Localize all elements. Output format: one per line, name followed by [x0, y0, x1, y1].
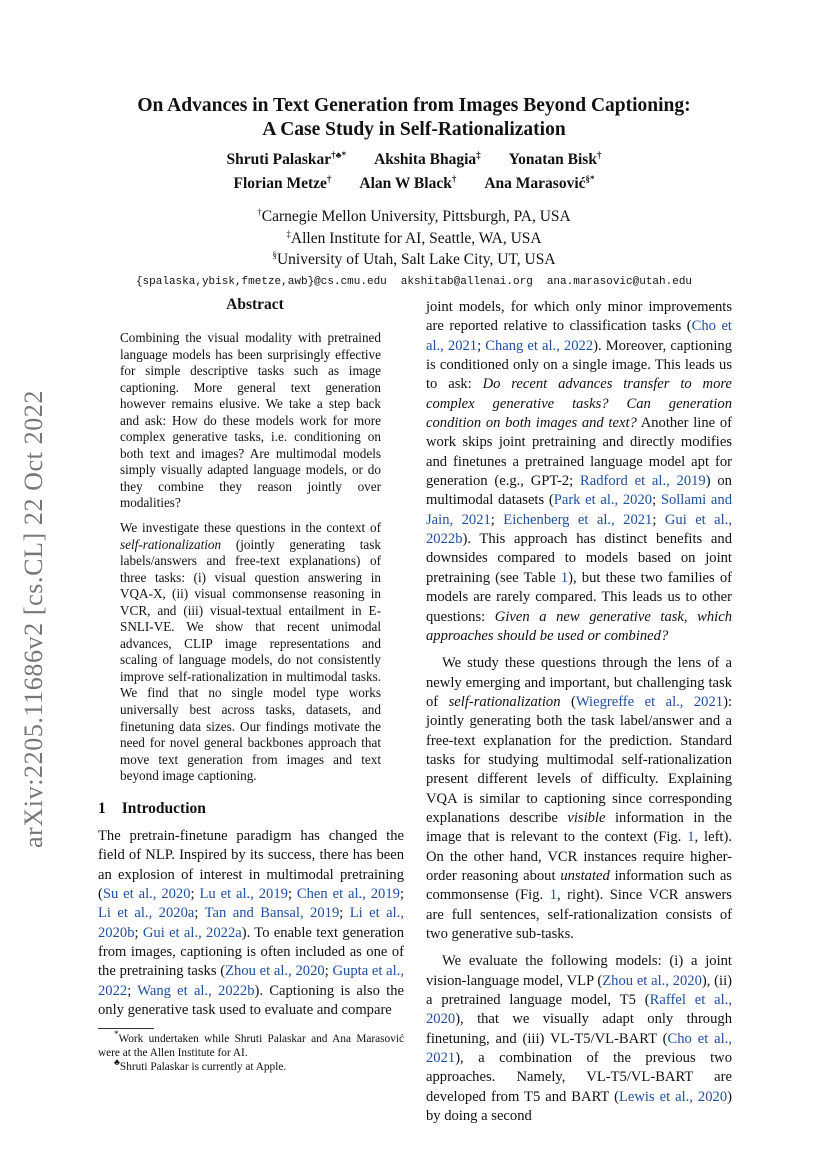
body-text: ; — [190, 886, 200, 903]
section-title: Introduction — [121, 800, 206, 817]
body-text: ; — [339, 905, 350, 922]
author-name: Akshita Bhagia‡ — [374, 149, 481, 168]
body-text: ), a combination of the previous two approaches. Namely, VL-T5/VL-BART are developed from T5 and BART ( — [426, 1050, 732, 1105]
emphasis-text: Given a new generative task, which approaches should be used or combined? — [426, 608, 732, 644]
footnote-2-mark: ♣ — [114, 1057, 120, 1068]
author-list — [0, 148, 828, 196]
citation-link[interactable]: Tan and Bansal, 2019 — [204, 905, 340, 922]
author-name: Alan W Black† — [359, 173, 457, 192]
arxiv-stamp: arXiv:2205.11686v2 [cs.CL] 22 Oct 2022 — [19, 390, 48, 848]
affiliation-line — [0, 206, 828, 228]
affiliation-mark: † — [257, 206, 262, 217]
citation-link[interactable]: 1 — [687, 829, 695, 846]
body-text: information in the image that is relevant to the context (Fig. — [426, 809, 732, 846]
email-address: ana.marasovic@utah.edu — [546, 276, 693, 288]
body-text: ; — [134, 924, 143, 941]
email-address: {spalaska,ybisk,fmetze,awb}@cs.cmu.edu — [135, 276, 387, 288]
affiliations — [0, 206, 828, 271]
citation-link[interactable]: Wiegreffe et al., 2021 — [575, 693, 724, 710]
body-text: ) on multimodal datasets ( — [426, 473, 732, 509]
body-text: ; — [490, 511, 504, 528]
section-number: 1 — [98, 800, 106, 817]
paper-title — [0, 94, 828, 142]
body-text: ; — [652, 492, 661, 509]
author-mark: † — [326, 173, 332, 184]
author-mark: †♣* — [331, 149, 347, 160]
section-heading-introduction — [98, 800, 206, 818]
citation-link[interactable]: 1 — [560, 569, 569, 586]
body-text: ). Moreover, captioning is conditioned only on a single image. This leads us to ask: — [426, 337, 732, 393]
citation-link[interactable]: Chen et al., 2019 — [296, 886, 400, 903]
body-text: ; — [127, 982, 138, 999]
citation-link[interactable]: Zhou et al., 2020 — [225, 963, 325, 980]
citation-link[interactable]: Park et al., 2020 — [553, 492, 653, 509]
author-mark: ‡ — [476, 149, 481, 160]
affiliation-line — [0, 228, 828, 250]
abstract-emphasis: self-rationalization — [120, 536, 222, 552]
citation-link[interactable]: Cho et al., 2021 — [426, 318, 732, 354]
citation-link[interactable]: Gui et al., 2022a — [142, 924, 242, 941]
body-text: ; — [652, 511, 665, 528]
citation-link[interactable]: Li et al., 2020b — [98, 905, 404, 941]
intro-paragraph-2 — [426, 298, 732, 646]
citation-link[interactable]: Li et al., 2020a — [98, 905, 195, 922]
author-row-2 — [0, 172, 828, 196]
author-mark: §* — [585, 173, 595, 184]
affiliation-mark: § — [272, 249, 277, 260]
abstract-heading: Abstract — [226, 296, 284, 313]
footnote-2 — [98, 1057, 404, 1074]
author-name: Florian Metze† — [233, 173, 332, 192]
body-text: ; — [477, 337, 486, 354]
emphasis-text: unstated — [560, 867, 610, 884]
intro-paragraph-1 — [98, 827, 404, 1020]
citation-link[interactable]: Zhou et al., 2020 — [602, 972, 702, 989]
citation-link[interactable]: 1 — [549, 887, 557, 904]
body-text: Another line of work skips joint pretraining and directly modifies and finetunes a pretrained language model apt for generation (e.g., GPT-2; — [426, 415, 732, 490]
body-text: , right). Since VCR answers are full sentences, self-rationalization consists of two generative sub-tasks. — [426, 887, 732, 942]
emphasis-text: self-rationalization — [448, 693, 561, 710]
body-text: ; — [287, 886, 297, 903]
footnote-2-text: Shruti Palaskar is currently at Apple. — [119, 1061, 287, 1073]
body-text: We study these questions through the lens of a newly emerging and important, but challenging task of — [426, 655, 732, 710]
emphasis-text: visible — [567, 809, 606, 826]
citation-link[interactable]: Lu et al., 2019 — [199, 886, 288, 903]
body-text: ). To enable text generation from images, captioning is often included as one of the pretraining tasks ( — [98, 924, 404, 980]
footnote-1 — [98, 1029, 404, 1060]
title-line-1: On Advances in Text Generation from Images Beyond Captioning: — [137, 95, 691, 116]
intro-left-column — [98, 827, 404, 1020]
author-mark: † — [451, 173, 457, 184]
abstract-text-2b: (jointly generating task labels/answers and free-text explanations) of three tasks: (i) visual question answering in VQA-X, (ii) visual commonsense reasoning in VCR, and (iii) visual-textual entailment in E-SNLI-VE. We show that recent unimodal advances, CLIP image representations and scaling of language models, do not consistently improve self-rationalization in multimodal tasks. We find that no single model type works universally best across tasks, datasets, and finetuning data sizes. Our findings motivate the need for novel general backbones approach that move text generation from images and text beyond image captioning. — [120, 536, 381, 784]
citation-link[interactable]: Wang et al., 2022b — [137, 982, 255, 999]
body-text: ): jointly generating both the task label/answer and a free-text explanation for the prediction. Standard tasks for studying multimodal self-rationalization present different levels of difficulty. Explaining VQA is similar to captioning since corresponding explanations describe — [426, 693, 732, 826]
body-text: ) by doing a second — [426, 1088, 732, 1125]
footnote-rule — [98, 1028, 154, 1029]
body-text: ( — [560, 693, 576, 710]
body-text: information such as commonsense (Fig. — [426, 867, 732, 904]
intro-paragraph-4 — [426, 952, 732, 1126]
author-name: Ana Marasović§* — [484, 173, 595, 192]
intro-right-column — [426, 298, 732, 1126]
citation-link[interactable]: Gupta et al., 2022 — [98, 963, 404, 999]
affiliation-text: Allen Institute for AI, Seattle, WA, USA — [290, 229, 542, 247]
body-text: ). This approach has distinct benefits and downsides compared to models based on joint pretraining (see Table — [426, 531, 732, 586]
author-mark: † — [596, 149, 602, 160]
affiliation-mark: ‡ — [286, 228, 291, 239]
body-text: The pretrain-finetune paradigm has changed the field of NLP. Inspired by its success, there has been an explosion of interest in multimodal pretraining ( — [98, 828, 404, 903]
abstract-text-1: Combining the visual modality with pretrained language models has been surprisingly effective for simple descriptive tasks such as image captioning. More general text generation however remains elusive. We take a step back and ask: How do these models work for more complex generative tasks, i.e. conditioning on both text and images? Are multimodal models simply visually adapted language models, or do they combine they reason jointly over modalities? — [120, 330, 381, 511]
affiliation-line — [0, 249, 828, 271]
citation-link[interactable]: Cho et al., 2021 — [426, 1030, 732, 1067]
citation-link[interactable]: Radford et al., 2019 — [579, 473, 706, 490]
body-text: ; — [194, 905, 205, 922]
author-row-1 — [0, 148, 828, 172]
body-text: ), that we visually adapt only through finetuning, and (iii) VL-T5/VL-BART ( — [426, 1011, 732, 1047]
body-text: ; — [324, 963, 333, 980]
citation-link[interactable]: Eichenberg et al., 2021 — [503, 511, 653, 528]
body-text: ; — [399, 886, 404, 903]
author-name: Yonatan Bisk† — [508, 149, 602, 168]
footnotes — [98, 1029, 404, 1074]
abstract-paragraph-2 — [120, 520, 381, 785]
body-text: joint models, for which only minor improvements are reported relative to classification tasks ( — [426, 299, 732, 335]
body-text: ), but these two families of models are rarely compared. This leads us to other questions: — [426, 569, 732, 625]
affiliation-text: University of Utah, Salt Lake City, UT, USA — [276, 251, 556, 268]
title-line-2: A Case Study in Self-Rationalization — [262, 119, 566, 140]
citation-link[interactable]: Gui et al., 2022b — [426, 511, 732, 548]
footnote-1-mark: * — [114, 1029, 119, 1040]
citation-link[interactable]: Chang et al., 2022 — [485, 337, 594, 354]
body-text: We evaluate the following models: (i) a joint vision-language model, VLP ( — [426, 953, 732, 989]
abstract-text-2a: We investigate these questions in the context of — [120, 520, 381, 535]
citation-link[interactable]: Su et al., 2020 — [102, 886, 191, 903]
affiliation-text: Carnegie Mellon University, Pittsburgh, PA, USA — [261, 208, 571, 225]
author-emails — [0, 276, 828, 288]
body-text: ), (ii) a pretrained language model, T5 ( — [426, 972, 732, 1009]
citation-link[interactable]: Lewis et al., 2020 — [618, 1088, 728, 1105]
citation-link[interactable]: Sollami and Jain, 2021 — [426, 492, 732, 528]
author-name: Shruti Palaskar†♣* — [226, 149, 347, 168]
intro-paragraph-3 — [426, 654, 732, 944]
emphasis-text: Do recent advances transfer to more complex generative tasks? Can generation condition on both images and text? — [426, 376, 732, 432]
email-address: akshitab@allenai.org — [400, 276, 533, 288]
footnote-1-text: Work undertaken while Shruti Palaskar and Ana Marasović were at the Allen Institute for AI. — [98, 1033, 404, 1059]
abstract-paragraph-1 — [120, 330, 381, 512]
citation-link[interactable]: Raffel et al., 2020 — [426, 992, 733, 1028]
body-text: , left). On the other hand, VCR instances require higher-order reasoning about — [426, 829, 732, 884]
body-text: ). Captioning is also the only generative task used to evaluate and compare — [98, 982, 404, 1019]
